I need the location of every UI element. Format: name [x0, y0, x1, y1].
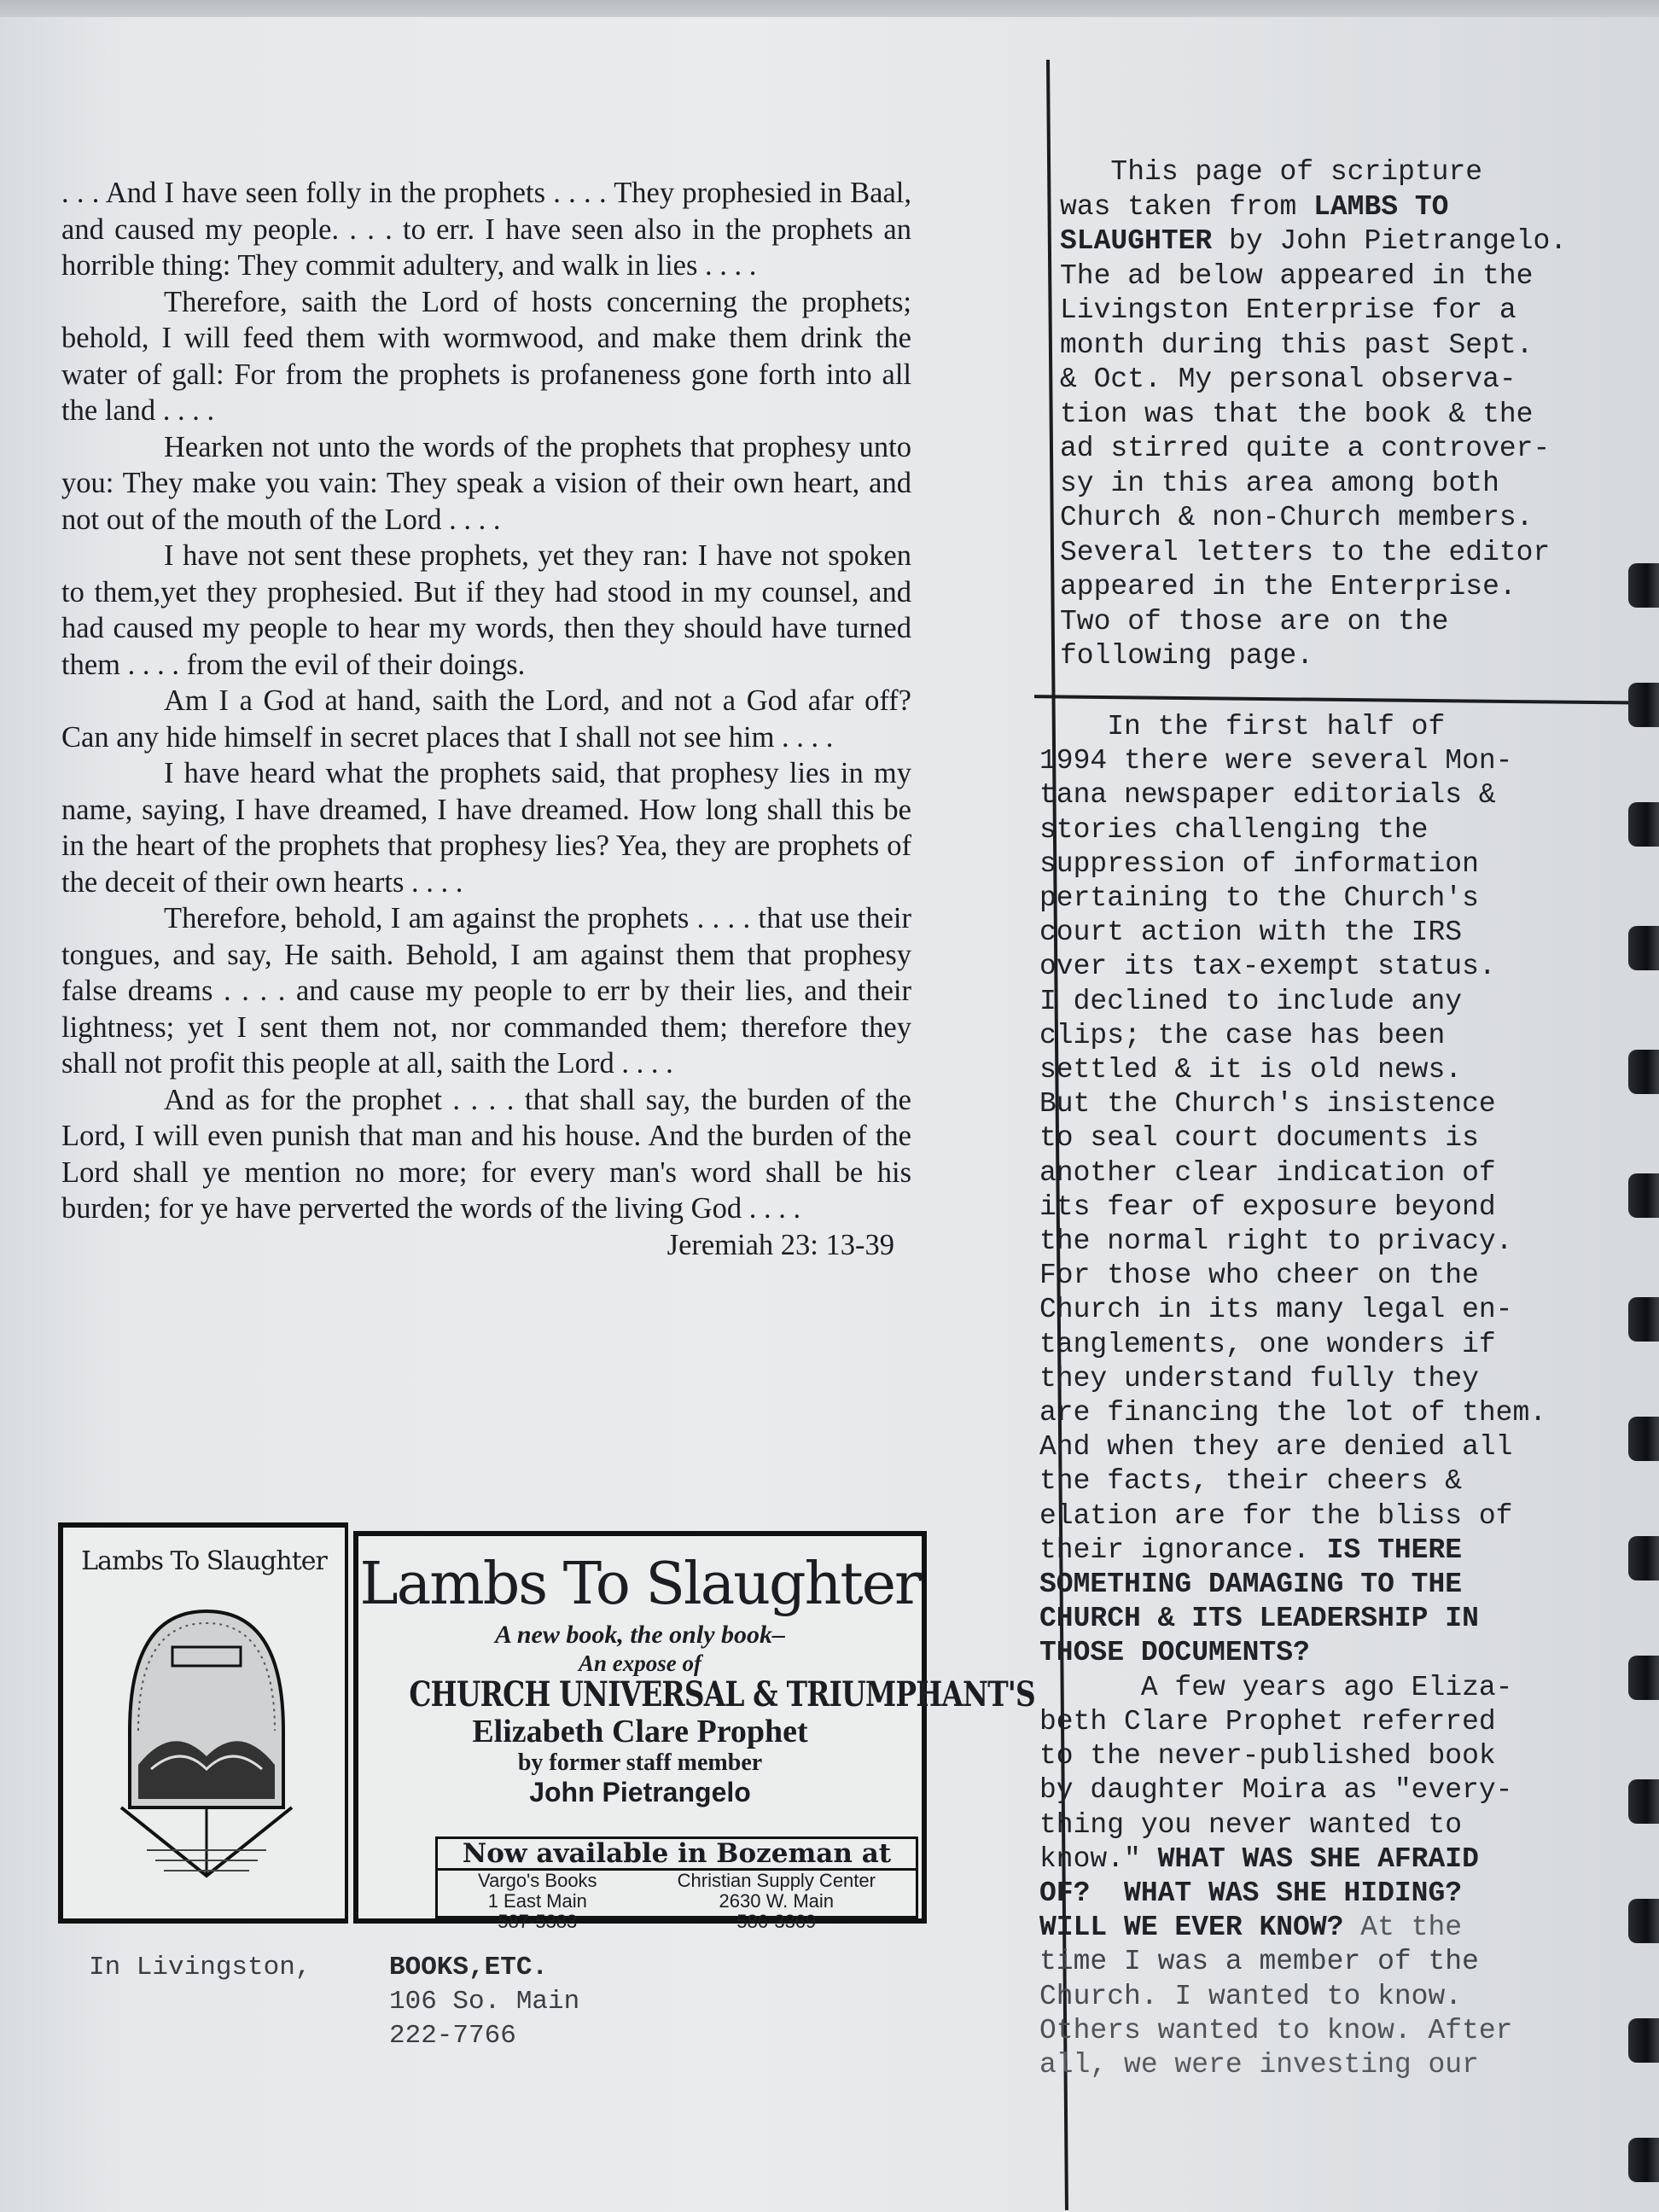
note-line: its fear of exposure beyond [1039, 1190, 1496, 1223]
note-line: pertaining to the Church's [1039, 882, 1479, 915]
cover-title: Lambs To Slaughter [81, 1546, 327, 1576]
book-cover-illustration [113, 1594, 300, 1893]
binding-ring [1628, 1656, 1659, 1700]
scripture-paragraph: Therefore, behold, I am against the prophets . . . . that use their tongues, and say, He saith. Behold, I am against them that prophesy false dreams . . . . and cause my people to err by their lies, and their lightness; yet I sent them not, nor commanded them; therefore they shall not profit this people at all, saith the Lord . . . . [61, 902, 911, 1080]
note-line: month during this past Sept. [1060, 329, 1534, 361]
note-line: to seal court documents is [1039, 1122, 1479, 1155]
note-line: Livingston Enterprise for a [1060, 294, 1516, 326]
note-line: Church. I wanted to know. [1039, 1980, 1463, 2012]
binding-ring [1628, 1899, 1659, 1943]
question-bold: WHAT WAS SHE AFRAID [1140, 1842, 1479, 1875]
ad-text-panel [353, 1531, 1035, 1932]
note-line: WILL WE EVER KNOW? At the [1039, 1912, 1463, 1944]
note-line: Church in its many legal en- [1039, 1294, 1513, 1326]
binding-ring [1628, 2138, 1659, 2182]
binding-ring [1628, 683, 1659, 727]
scripture-paragraph: Hearken not unto the words of the prophets that prophesy unto you: They make you vain: They speak a vision of their own heart, and not out of the mouth of the Lord . . . . [61, 430, 911, 536]
note-line: thing you never wanted to [1039, 1808, 1463, 1841]
book-cover-panel [58, 1522, 348, 1924]
shop-street: 1 East Main [487, 1890, 587, 1912]
binding-ring [1628, 802, 1659, 847]
scripture-paragraph: I have not sent these prophets, yet they ran: I have not spoken to them,yet they prophesied. But if they had stood in my counsel, and had caused my people to hear my words, then they should have turned them . . . . from the evil of their doings. [61, 539, 911, 681]
note-line: the normal right to privacy. [1039, 1225, 1513, 1258]
scripture-paragraph: Therefore, saith the Lord of hosts concerning the prophets; behold, I will feed them with wormwood, and make them drink the water of gall: For from the prophets is profaneness gone forth into all the land . . . . [61, 285, 911, 427]
note-line [1039, 1636, 1546, 1670]
note-line: over its tax-exempt status. [1039, 951, 1496, 983]
ad-person: Elizabeth Clare Prophet [472, 1714, 808, 1749]
note-line: In the first half of [1039, 711, 1446, 742]
ad-expose: An expose of [579, 1650, 701, 1676]
note-line: know." WHAT WAS SHE AFRAID [1039, 1842, 1479, 1875]
ad-author: John Pietrangelo [529, 1777, 751, 1807]
shop-street: 2630 W. Main [719, 1890, 835, 1912]
note-line: ad stirred quite a controver- [1060, 433, 1551, 464]
note-line: beth Clare Prophet referred [1039, 1705, 1496, 1738]
note-line: I declined to include any [1039, 985, 1463, 1017]
scripture-citation: Jeremiah 23: 13-39 [667, 1228, 894, 1261]
note-line: are financing the lot of them. [1039, 1397, 1547, 1429]
book-title-bold: SLAUGHTER [1060, 225, 1213, 257]
livingston-phone: 222-7766 [389, 2021, 516, 2051]
binding-ring [1628, 563, 1659, 608]
shop-christian-supply [678, 1871, 876, 1932]
note-line: time I was a member of the [1039, 1946, 1479, 1978]
note-line [1039, 1602, 1546, 1636]
note-line: suppression of information [1039, 847, 1479, 880]
note-line: stories challenging the [1039, 813, 1429, 846]
question-bold: CHURCH & ITS LEADERSHIP IN [1039, 1603, 1479, 1635]
binding-ring [1628, 1173, 1659, 1218]
note-line: SLAUGHTER by John Pietrangelo. [1060, 225, 1568, 257]
note-line: they understand fully they [1039, 1362, 1479, 1394]
note-line: & Oct. My personal observa- [1060, 364, 1516, 395]
note-line: court action with the IRS [1039, 917, 1463, 949]
note-line: 1994 there were several Mon- [1039, 745, 1513, 777]
note-line: their ignorance. IS THERE [1039, 1534, 1463, 1566]
note-line: But the Church's insistence [1039, 1088, 1496, 1121]
ad-tagline: A new book, the only book– [494, 1621, 786, 1649]
livingston-store [89, 1951, 579, 2053]
question-bold: WILL WE EVER KNOW? [1039, 1912, 1344, 1944]
note-line: Two of those are on the [1060, 605, 1449, 637]
editor-note-top [1060, 155, 1567, 674]
binding-ring [1628, 1779, 1659, 1824]
ad-availability-box [435, 1837, 918, 1932]
binding-ring [1628, 2018, 1659, 2063]
note-line: settled & it is old news. [1039, 1054, 1463, 1086]
note-line: tion was that the book & the [1060, 398, 1534, 430]
note-line: following page. [1060, 640, 1314, 672]
binding-ring [1628, 1297, 1659, 1342]
ad-available: Now available in Bozeman at [438, 1839, 916, 1871]
note-line: all, we were investing our [1039, 2048, 1479, 2081]
editor-note-bottom [1039, 710, 1546, 2082]
note-line: was taken from LAMBS TO [1060, 190, 1449, 223]
scripture-paragraph: I have heard what the prophets said, that prophesy lies in my name, saying, I have dreamed, I have dreamed. How long shall this be in the heart of the prophets that prophesy lies? Yea, they are prophets of the deceit of their own hearts . . . . [61, 757, 911, 899]
note-line: A few years ago Eliza- [1039, 1671, 1513, 1703]
note-line: sy in this area among both [1060, 467, 1499, 499]
note-line: clips; the case has been [1039, 1019, 1446, 1051]
livingston-store-name: BOOKS,ETC. [389, 1953, 549, 1982]
shop-phone: 587-5383 [498, 1911, 578, 1932]
note-line: appeared in the Enterprise. [1060, 571, 1516, 602]
note-line: another clear indication of [1039, 1156, 1496, 1189]
question-bold: OF? WHAT WAS SHE HIDING? [1039, 1877, 1463, 1909]
shop-name: Christian Supply Center [677, 1870, 876, 1891]
question-bold: SOMETHING DAMAGING TO THE [1039, 1569, 1463, 1601]
shop-vargos [478, 1871, 597, 1932]
note-line: by daughter Moira as "every- [1039, 1774, 1513, 1807]
note-line: Church & non-Church members. [1060, 502, 1534, 533]
note-line: the facts, their cheers & [1039, 1465, 1463, 1498]
book-title-bold: LAMBS TO [1313, 190, 1449, 223]
scripture-text [61, 175, 911, 1263]
binding-ring [1628, 926, 1659, 970]
livingston-street: 106 So. Main [389, 1987, 580, 2017]
note-line: This page of scripture [1060, 156, 1483, 188]
book-advertisement [58, 1522, 1035, 1932]
scripture-paragraph: And as for the prophet . . . . that shall say, the burden of the Lord, I will even punish that man and his house. And the burden of the Lord shall ye mention no more; for every man's word shall be his burden; for ye have perverted the words of the living God . . . . [61, 1083, 911, 1225]
note-line [1039, 1877, 1546, 1911]
binding-ring [1628, 1536, 1659, 1580]
binding-ring [1628, 1050, 1659, 1094]
shop-name: Vargo's Books [478, 1870, 597, 1891]
question-bold: IS THERE [1309, 1534, 1463, 1566]
scripture-paragraph: . . . And I have seen folly in the prophets . . . . They prophesied in Baal, and caused my people. . . . to err. I have seen also in the prophets an horrible thing: They commit adultery, and walk in lies . . . . [61, 177, 911, 282]
scripture-paragraph: Am I a God at hand, saith the Lord, and not a God afar off? Can any hide himself in secret places that I shall not see him . . . . [61, 684, 911, 754]
note-line [1039, 1568, 1546, 1602]
note-line: tana newspaper editorials & [1039, 779, 1496, 812]
note-line: Several letters to the editor [1060, 536, 1551, 568]
livingston-label: In Livingston, [89, 1953, 311, 1982]
note-line: Others wanted to know. After [1039, 2014, 1513, 2046]
ad-by: by former staff member [517, 1749, 763, 1776]
note-line: elation are for the bliss of [1039, 1499, 1513, 1532]
binding-ring [1628, 1417, 1659, 1461]
note-line: And when they are denied all [1039, 1431, 1513, 1464]
ad-headline: Lambs To Slaughter [359, 1551, 921, 1618]
note-line: The ad below appeared in the [1060, 259, 1534, 292]
note-line: tanglements, one wonders if [1039, 1328, 1496, 1360]
shop-phone: 586-3369 [736, 1911, 817, 1932]
ad-church-name: CHURCH UNIVERSAL & TRIUMPHANT'S [409, 1674, 1035, 1714]
note-line: to the never-published book [1039, 1740, 1496, 1773]
question-bold: THOSE DOCUMENTS? [1039, 1637, 1310, 1669]
shop-list [438, 1871, 916, 1932]
note-line: For those who cheer on the [1039, 1260, 1479, 1292]
